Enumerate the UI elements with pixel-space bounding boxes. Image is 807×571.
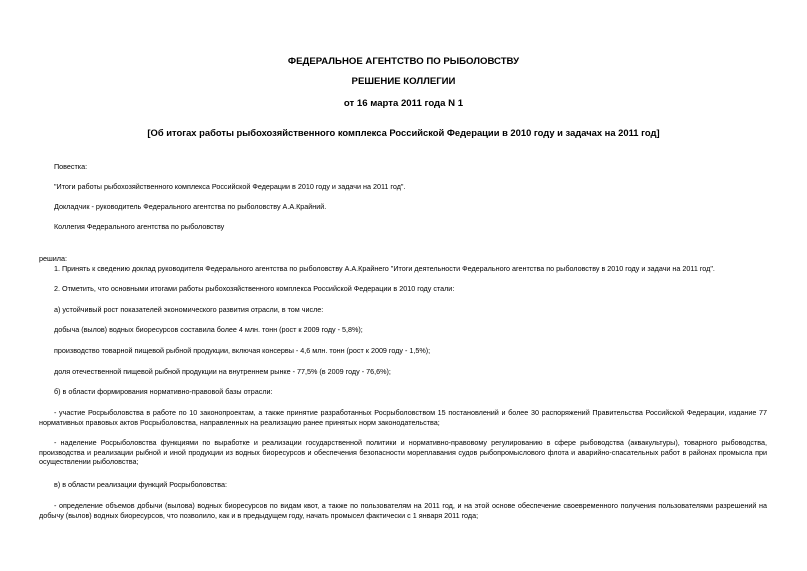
paragraph-a-1: добыча (вылов) водных биоресурсов составила более 4 млн. тонн (рост к 2009 году - 5,8%); bbox=[54, 325, 363, 334]
paragraph-1: 1. Принять к сведению доклад руководителя Федерального агентства по рыболовству А.А.Крайнего "Итоги деятельности Федерального агентства по рыболовству в 2010 году и задачи на 2011 год". bbox=[54, 264, 715, 273]
paragraph-b-2: - наделение Росрыболовства функциями по выработке и реализации государственной политики и нормативно-правовому регулированию в сфере рыбоводства (аквакультуры), товарного рыбоводства, производства и реализации рыбной и иной продукции из водных биоресурсов и обеспечения безопасности мореплавания судов рыбопромыслового флота и аварийно-спасательных работ в районах промысла при осуществлении рыболовства; bbox=[39, 438, 767, 467]
agenda-label: Повестка: bbox=[54, 162, 88, 171]
paragraph-a: а) устойчивый рост показателей экономического развития отрасли, в том числе: bbox=[54, 305, 324, 314]
paragraph-a-3: доля отечественной пищевой рыбной продукции на внутреннем рынке - 77,5% (в 2009 году - 76,6%); bbox=[54, 367, 391, 376]
paragraph-a-2: производство товарной пищевой рыбной продукции, включая консервы - 4,6 млн. тонн (рост к 2009 году - 1,5%); bbox=[54, 346, 431, 355]
decision-heading: РЕШЕНИЕ КОЛЛЕГИИ bbox=[351, 76, 456, 87]
resolved-label: решила: bbox=[39, 254, 67, 263]
paragraph-b-1: - участие Росрыболовства в работе по 10 законопроектам, а также принятие разработанных Росрыболовством 15 постановлений и более 30 распоряжений Правительства Российской Федерации, издание 77 нормативных правовых актов Росрыболовства, направленных на реализацию ранее принятых норм законодательства; bbox=[39, 408, 767, 427]
paragraph-b: б) в области формирования нормативно-правовой базы отрасли: bbox=[54, 387, 273, 396]
board-line: Коллегия Федерального агентства по рыболовству bbox=[54, 222, 225, 231]
document-title: [Об итогах работы рыбохозяйственного комплекса Российской Федерации в 2010 году и задачах на 2011 год] bbox=[147, 127, 660, 138]
speaker-line: Докладчик - руководитель Федерального агентства по рыболовству А.А.Крайний. bbox=[54, 202, 327, 211]
agency-heading: ФЕДЕРАЛЬНОЕ АГЕНТСТВО ПО РЫБОЛОВСТВУ bbox=[287, 56, 520, 67]
paragraph-v-1: - определение объемов добычи (вылова) водных биоресурсов по видам квот, а также по пользователям на 2011 год, и на этой основе обеспечение своевременного получения пользователями разрешений на добычу (вылов) водных биоресурсов, что позволило, как и в предыдущем году, начать промысел фактически с 1 января 2011 года; bbox=[39, 501, 767, 520]
agenda-item: "Итоги работы рыбохозяйственного комплекса Российской Федерации в 2010 году и задачи на 2011 год". bbox=[54, 182, 406, 191]
paragraph-2: 2. Отметить, что основными итогами работы рыбохозяйственного комплекса Российской Федерации в 2010 году стали: bbox=[54, 284, 455, 293]
decision-date: от 16 марта 2011 года N 1 bbox=[343, 98, 464, 109]
paragraph-v: в) в области реализации функций Росрыболовства: bbox=[54, 480, 228, 489]
